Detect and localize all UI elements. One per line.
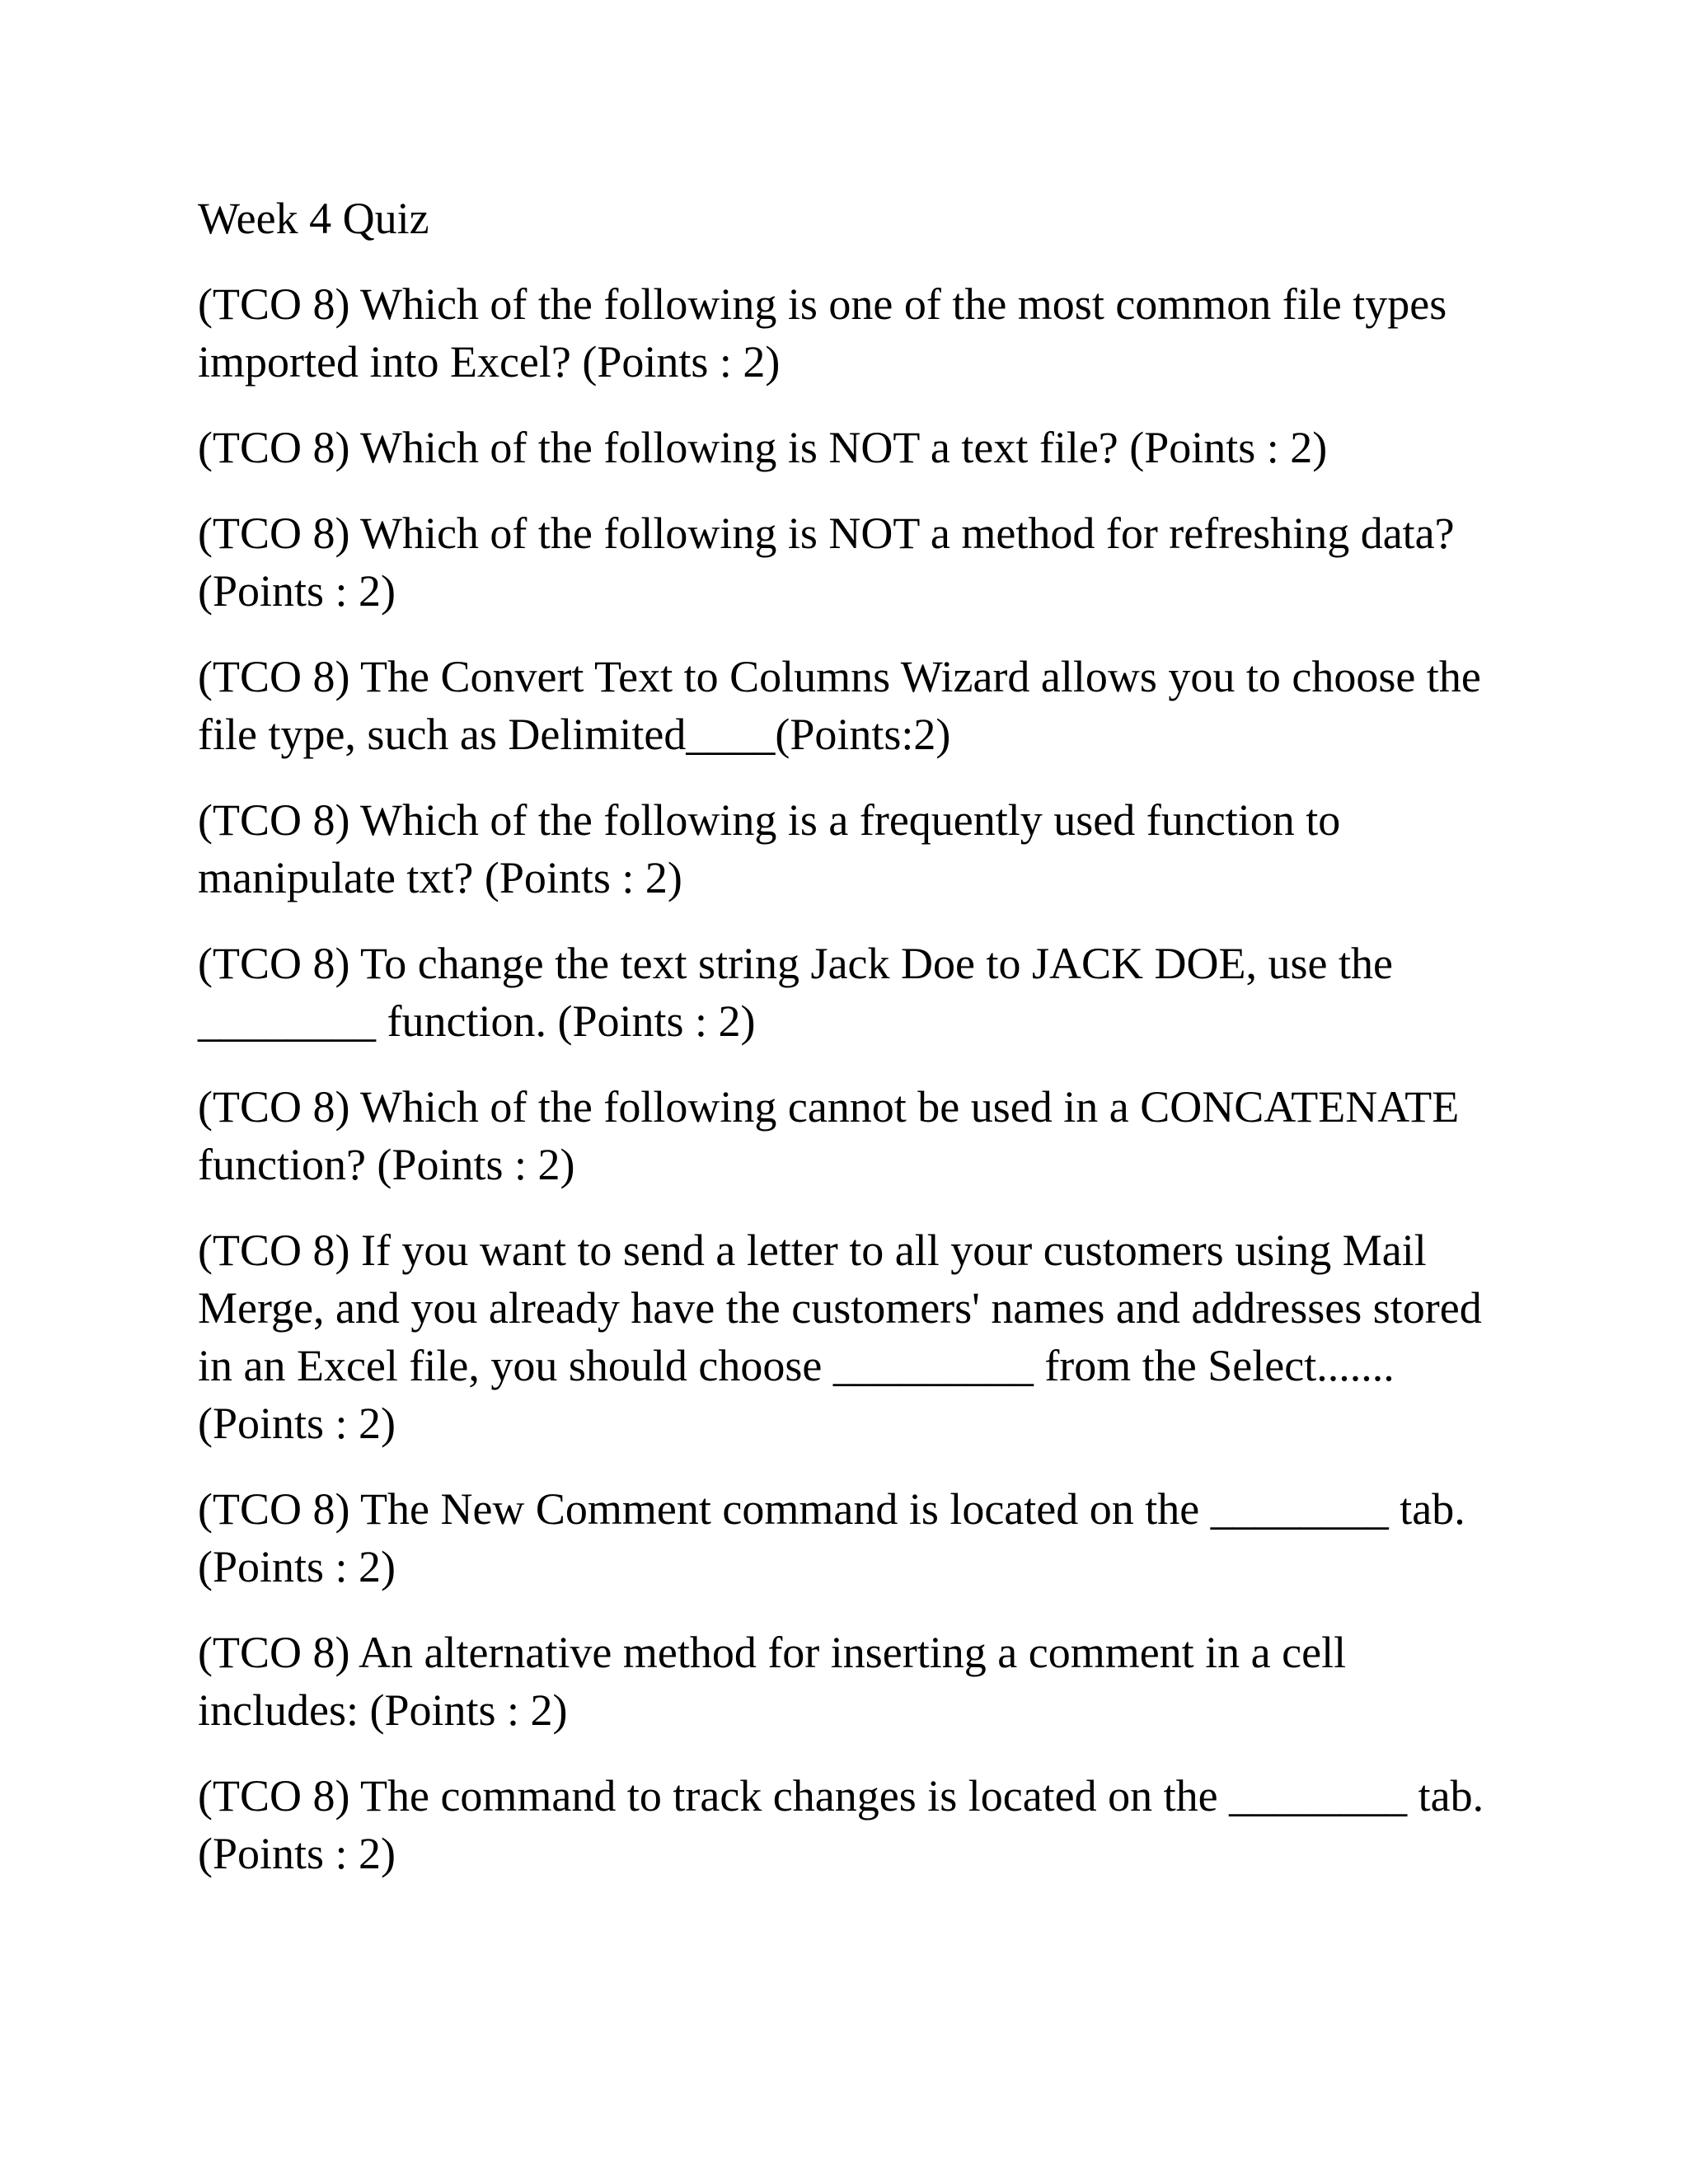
quiz-content xyxy=(198,190,1517,1910)
question-9: (TCO 8) The New Comment command is located on the ________ tab. (Points : 2) xyxy=(198,1484,1465,1591)
question-7: (TCO 8) Which of the following cannot be used in a CONCATENATE function? (Points : 2) xyxy=(198,1082,1460,1189)
quiz-title: Week 4 Quiz xyxy=(198,194,429,243)
question-11: (TCO 8) The command to track changes is located on the ________ tab. (Points : 2) xyxy=(198,1771,1484,1878)
question-1: (TCO 8) Which of the following is one of the most common file types imported into Excel? (Points : 2) xyxy=(198,279,1447,387)
question-2: (TCO 8) Which of the following is NOT a text file? (Points : 2) xyxy=(198,423,1328,472)
question-4: (TCO 8) The Convert Text to Columns Wizard allows you to choose the file type, such as Delimited____(Points:2) xyxy=(198,652,1481,759)
question-3: (TCO 8) Which of the following is NOT a method for refreshing data? (Points : 2) xyxy=(198,509,1455,616)
question-8: (TCO 8) If you want to send a letter to all your customers using Mail Merge, and you already have the customers' names and addresses stored in an Excel file, you should choose _________ from the Select....... (Points : 2) xyxy=(198,1226,1482,1448)
question-5: (TCO 8) Which of the following is a frequently used function to manipulate txt? (Points : 2) xyxy=(198,795,1341,902)
question-6: (TCO 8) To change the text string Jack Doe to JACK DOE, use the ________ function. (Points : 2) xyxy=(198,939,1393,1046)
question-10: (TCO 8) An alternative method for inserting a comment in a cell includes: (Points : 2) xyxy=(198,1628,1347,1735)
